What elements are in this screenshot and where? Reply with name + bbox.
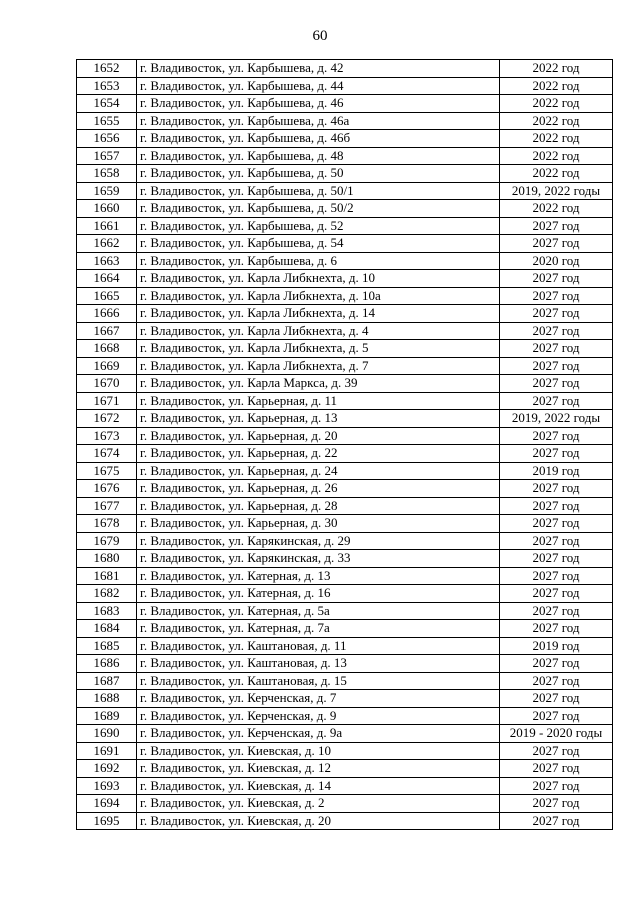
year-cell: 2027 год: [500, 550, 613, 568]
address-cell: г. Владивосток, ул. Катерная, д. 16: [137, 585, 500, 603]
address-table: [76, 59, 613, 830]
address-cell: г. Владивосток, ул. Карьерная, д. 30: [137, 515, 500, 533]
table-row: [77, 812, 613, 830]
table-row: [77, 427, 613, 445]
row-number-cell: 1681: [77, 567, 137, 585]
address-cell: г. Владивосток, ул. Каштановая, д. 11: [137, 637, 500, 655]
year-cell: 2027 год: [500, 270, 613, 288]
table-row: [77, 305, 613, 323]
year-cell: 2019, 2022 годы: [500, 182, 613, 200]
year-cell: 2027 год: [500, 777, 613, 795]
address-cell: г. Владивосток, ул. Карьерная, д. 11: [137, 392, 500, 410]
address-cell: г. Владивосток, ул. Киевская, д. 10: [137, 742, 500, 760]
address-cell: г. Владивосток, ул. Каштановая, д. 13: [137, 655, 500, 673]
year-cell: 2027 год: [500, 322, 613, 340]
row-number-cell: 1694: [77, 795, 137, 813]
row-number-cell: 1665: [77, 287, 137, 305]
year-cell: 2027 год: [500, 812, 613, 830]
address-cell: г. Владивосток, ул. Карла Либкнехта, д. 5: [137, 340, 500, 358]
year-cell: 2027 год: [500, 375, 613, 393]
table-row: [77, 270, 613, 288]
address-cell: г. Владивосток, ул. Карбышева, д. 50/1: [137, 182, 500, 200]
year-cell: 2022 год: [500, 95, 613, 113]
address-table-body: [77, 60, 613, 830]
table-row: [77, 147, 613, 165]
year-cell: 2027 год: [500, 427, 613, 445]
row-number-cell: 1666: [77, 305, 137, 323]
address-cell: г. Владивосток, ул. Киевская, д. 14: [137, 777, 500, 795]
table-row: [77, 515, 613, 533]
year-cell: 2027 год: [500, 655, 613, 673]
address-cell: г. Владивосток, ул. Карбышева, д. 46б: [137, 130, 500, 148]
year-cell: 2022 год: [500, 60, 613, 78]
row-number-cell: 1673: [77, 427, 137, 445]
row-number-cell: 1689: [77, 707, 137, 725]
row-number-cell: 1652: [77, 60, 137, 78]
row-number-cell: 1693: [77, 777, 137, 795]
address-cell: г. Владивосток, ул. Карбышева, д. 46: [137, 95, 500, 113]
year-cell: 2027 год: [500, 585, 613, 603]
year-cell: 2027 год: [500, 742, 613, 760]
year-cell: 2027 год: [500, 235, 613, 253]
table-row: [77, 252, 613, 270]
table-row: [77, 585, 613, 603]
address-cell: г. Владивосток, ул. Карбышева, д. 50: [137, 165, 500, 183]
row-number-cell: 1677: [77, 497, 137, 515]
table-row: [77, 410, 613, 428]
table-row: [77, 112, 613, 130]
row-number-cell: 1659: [77, 182, 137, 200]
row-number-cell: 1669: [77, 357, 137, 375]
row-number-cell: 1662: [77, 235, 137, 253]
year-cell: 2027 год: [500, 305, 613, 323]
year-cell: 2022 год: [500, 130, 613, 148]
row-number-cell: 1686: [77, 655, 137, 673]
row-number-cell: 1656: [77, 130, 137, 148]
year-cell: 2027 год: [500, 480, 613, 498]
table-row: [77, 777, 613, 795]
table-row: [77, 795, 613, 813]
year-cell: 2027 год: [500, 392, 613, 410]
address-cell: г. Владивосток, ул. Карла Либкнехта, д. 7: [137, 357, 500, 375]
year-cell: 2022 год: [500, 147, 613, 165]
address-cell: г. Владивосток, ул. Карякинская, д. 29: [137, 532, 500, 550]
row-number-cell: 1692: [77, 760, 137, 778]
address-cell: г. Владивосток, ул. Катерная, д. 5а: [137, 602, 500, 620]
year-cell: 2027 год: [500, 497, 613, 515]
year-cell: 2027 год: [500, 515, 613, 533]
row-number-cell: 1660: [77, 200, 137, 218]
table-row: [77, 672, 613, 690]
year-cell: 2027 год: [500, 620, 613, 638]
address-cell: г. Владивосток, ул. Карбышева, д. 6: [137, 252, 500, 270]
row-number-cell: 1655: [77, 112, 137, 130]
address-cell: г. Владивосток, ул. Киевская, д. 2: [137, 795, 500, 813]
year-cell: 2022 год: [500, 112, 613, 130]
address-cell: г. Владивосток, ул. Карла Либкнехта, д. 14: [137, 305, 500, 323]
table-row: [77, 497, 613, 515]
table-row: [77, 742, 613, 760]
year-cell: 2027 год: [500, 760, 613, 778]
table-row: [77, 217, 613, 235]
address-cell: г. Владивосток, ул. Карбышева, д. 50/2: [137, 200, 500, 218]
address-cell: г. Владивосток, ул. Карбышева, д. 52: [137, 217, 500, 235]
table-row: [77, 392, 613, 410]
address-cell: г. Владивосток, ул. Карьерная, д. 24: [137, 462, 500, 480]
row-number-cell: 1684: [77, 620, 137, 638]
table-row: [77, 200, 613, 218]
year-cell: 2027 год: [500, 357, 613, 375]
table-row: [77, 637, 613, 655]
address-cell: г. Владивосток, ул. Карбышева, д. 54: [137, 235, 500, 253]
year-cell: 2022 год: [500, 165, 613, 183]
table-row: [77, 760, 613, 778]
table-row: [77, 725, 613, 743]
year-cell: 2027 год: [500, 672, 613, 690]
table-row: [77, 375, 613, 393]
table-row: [77, 445, 613, 463]
row-number-cell: 1680: [77, 550, 137, 568]
table-row: [77, 130, 613, 148]
address-cell: г. Владивосток, ул. Киевская, д. 12: [137, 760, 500, 778]
row-number-cell: 1687: [77, 672, 137, 690]
year-cell: 2027 год: [500, 602, 613, 620]
row-number-cell: 1671: [77, 392, 137, 410]
year-cell: 2019 год: [500, 462, 613, 480]
table-row: [77, 532, 613, 550]
table-row: [77, 95, 613, 113]
row-number-cell: 1691: [77, 742, 137, 760]
address-cell: г. Владивосток, ул. Катерная, д. 13: [137, 567, 500, 585]
row-number-cell: 1663: [77, 252, 137, 270]
table-row: [77, 707, 613, 725]
year-cell: 2022 год: [500, 77, 613, 95]
address-cell: г. Владивосток, ул. Керченская, д. 9: [137, 707, 500, 725]
year-cell: 2027 год: [500, 445, 613, 463]
address-cell: г. Владивосток, ул. Керченская, д. 7: [137, 690, 500, 708]
address-cell: г. Владивосток, ул. Киевская, д. 20: [137, 812, 500, 830]
row-number-cell: 1657: [77, 147, 137, 165]
row-number-cell: 1682: [77, 585, 137, 603]
row-number-cell: 1658: [77, 165, 137, 183]
table-row: [77, 357, 613, 375]
year-cell: 2022 год: [500, 200, 613, 218]
address-cell: г. Владивосток, ул. Карла Либкнехта, д. 10а: [137, 287, 500, 305]
row-number-cell: 1683: [77, 602, 137, 620]
address-cell: г. Владивосток, ул. Карбышева, д. 44: [137, 77, 500, 95]
row-number-cell: 1695: [77, 812, 137, 830]
row-number-cell: 1672: [77, 410, 137, 428]
row-number-cell: 1678: [77, 515, 137, 533]
address-cell: г. Владивосток, ул. Карбышева, д. 42: [137, 60, 500, 78]
address-cell: г. Владивосток, ул. Карбышева, д. 46а: [137, 112, 500, 130]
row-number-cell: 1676: [77, 480, 137, 498]
row-number-cell: 1653: [77, 77, 137, 95]
year-cell: 2019 - 2020 годы: [500, 725, 613, 743]
address-cell: г. Владивосток, ул. Карбышева, д. 48: [137, 147, 500, 165]
row-number-cell: 1670: [77, 375, 137, 393]
row-number-cell: 1675: [77, 462, 137, 480]
row-number-cell: 1664: [77, 270, 137, 288]
row-number-cell: 1661: [77, 217, 137, 235]
address-cell: г. Владивосток, ул. Карякинская, д. 33: [137, 550, 500, 568]
table-row: [77, 550, 613, 568]
row-number-cell: 1690: [77, 725, 137, 743]
year-cell: 2019, 2022 годы: [500, 410, 613, 428]
table-row: [77, 690, 613, 708]
table-row: [77, 480, 613, 498]
table-row: [77, 340, 613, 358]
table-row: [77, 655, 613, 673]
address-cell: г. Владивосток, ул. Карла Маркса, д. 39: [137, 375, 500, 393]
address-cell: г. Владивосток, ул. Карла Либкнехта, д. 4: [137, 322, 500, 340]
year-cell: 2027 год: [500, 217, 613, 235]
year-cell: 2027 год: [500, 340, 613, 358]
table-row: [77, 567, 613, 585]
row-number-cell: 1667: [77, 322, 137, 340]
table-row: [77, 60, 613, 78]
row-number-cell: 1685: [77, 637, 137, 655]
address-cell: г. Владивосток, ул. Катерная, д. 7а: [137, 620, 500, 638]
year-cell: 2027 год: [500, 690, 613, 708]
row-number-cell: 1668: [77, 340, 137, 358]
address-cell: г. Владивосток, ул. Карьерная, д. 26: [137, 480, 500, 498]
table-row: [77, 77, 613, 95]
table-row: [77, 287, 613, 305]
year-cell: 2027 год: [500, 287, 613, 305]
row-number-cell: 1654: [77, 95, 137, 113]
table-row: [77, 165, 613, 183]
address-cell: г. Владивосток, ул. Карла Либкнехта, д. 10: [137, 270, 500, 288]
table-row: [77, 235, 613, 253]
year-cell: 2027 год: [500, 707, 613, 725]
address-cell: г. Владивосток, ул. Карьерная, д. 22: [137, 445, 500, 463]
year-cell: 2027 год: [500, 567, 613, 585]
table-row: [77, 620, 613, 638]
address-cell: г. Владивосток, ул. Карьерная, д. 20: [137, 427, 500, 445]
address-cell: г. Владивосток, ул. Карьерная, д. 13: [137, 410, 500, 428]
table-row: [77, 322, 613, 340]
year-cell: 2027 год: [500, 795, 613, 813]
row-number-cell: 1688: [77, 690, 137, 708]
address-cell: г. Владивосток, ул. Карьерная, д. 28: [137, 497, 500, 515]
row-number-cell: 1679: [77, 532, 137, 550]
address-cell: г. Владивосток, ул. Керченская, д. 9а: [137, 725, 500, 743]
row-number-cell: 1674: [77, 445, 137, 463]
year-cell: 2019 год: [500, 637, 613, 655]
page-number: 60: [312, 28, 328, 44]
table-row: [77, 182, 613, 200]
address-cell: г. Владивосток, ул. Каштановая, д. 15: [137, 672, 500, 690]
year-cell: 2027 год: [500, 532, 613, 550]
year-cell: 2020 год: [500, 252, 613, 270]
table-row: [77, 462, 613, 480]
table-row: [77, 602, 613, 620]
